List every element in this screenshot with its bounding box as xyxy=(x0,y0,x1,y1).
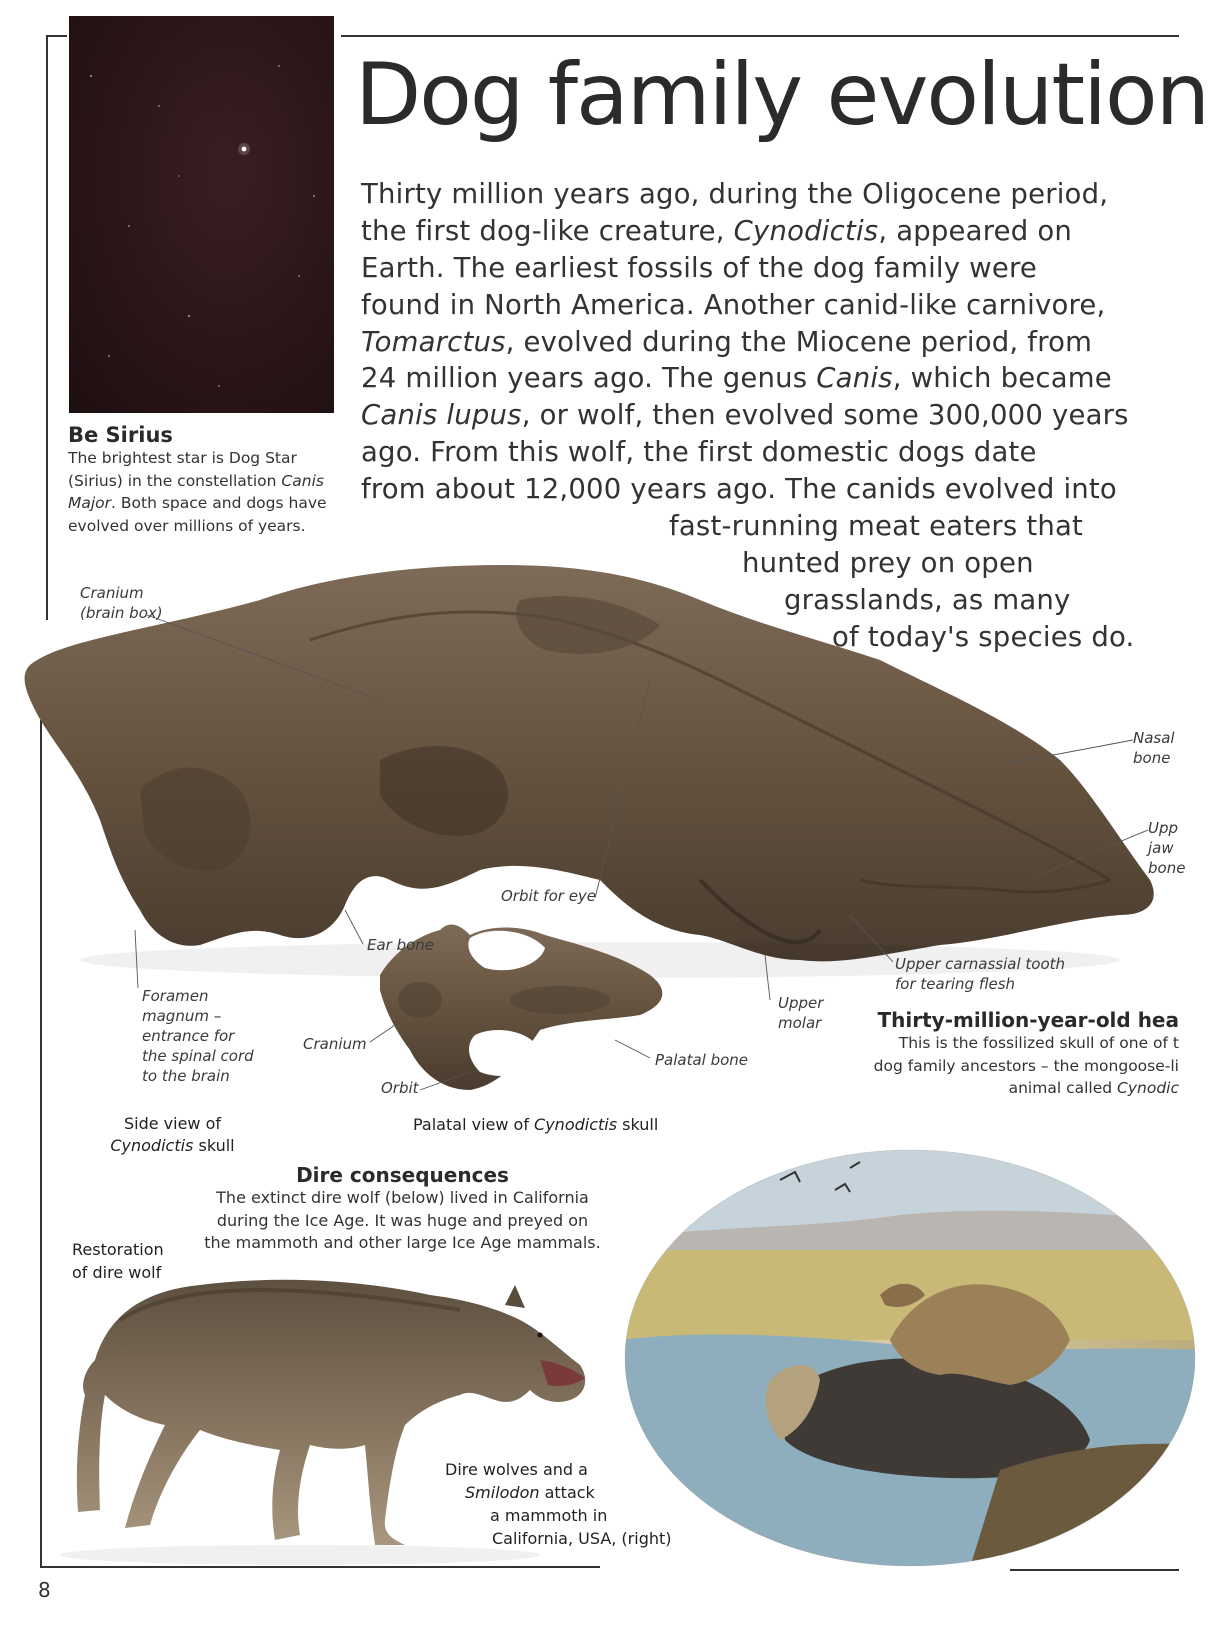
text-segment: Palatal view of xyxy=(413,1115,535,1134)
text-segment: attack xyxy=(539,1483,595,1502)
text-segment: hunted prey on open xyxy=(742,547,1034,579)
text-segment: evolved over millions of years. xyxy=(68,516,306,535)
text-segment: Thirty million years ago, during the Oligocene period, xyxy=(361,178,1109,210)
text-segment: from about 12,000 years ago. The canids evolved into xyxy=(361,473,1117,505)
attack-caption xyxy=(445,1458,672,1550)
text-segment: Side view of xyxy=(123,1114,222,1133)
text-segment: , or wolf, then evolved some 300,000 years xyxy=(521,399,1129,431)
caption-line: of dire wolf xyxy=(72,1263,162,1282)
label-palatal-bone: Palatal bone xyxy=(655,1051,749,1069)
text-segment: the first dog-like creature, xyxy=(361,215,734,247)
label-nasal-bone xyxy=(1133,728,1175,768)
label-line: Upper xyxy=(778,994,824,1012)
caption-line xyxy=(445,1527,672,1550)
text-segment: , which became xyxy=(892,362,1112,394)
text-segment: , appeared on xyxy=(878,215,1073,247)
label-line: molar xyxy=(778,1014,822,1032)
italic-text: Canis xyxy=(281,471,324,490)
side-view-caption xyxy=(100,1113,245,1157)
label-line: jaw xyxy=(1148,839,1174,857)
cynodictis-skull-side-view xyxy=(25,565,1154,978)
be-sirius-heading: Be Sirius xyxy=(68,423,173,447)
label-line: the spinal cord xyxy=(142,1047,254,1065)
caption-line xyxy=(445,1458,672,1481)
text-segment: The brightest star is Dog Star xyxy=(68,449,297,467)
thirty-million-line xyxy=(874,1055,1179,1078)
text-segment: of today's species do. xyxy=(832,621,1135,653)
dire-consequences-caption xyxy=(190,1163,615,1255)
label-foramen-magnum xyxy=(142,986,254,1086)
italic-text: Cynodictis xyxy=(534,1115,618,1134)
palatal-view-caption xyxy=(413,1114,658,1136)
thirty-million-line xyxy=(874,1032,1179,1055)
text-segment: ago. From this wolf, the first domestic dogs date xyxy=(361,436,1037,468)
text-segment: dog family ancestors – the mongoose-li xyxy=(873,1056,1179,1075)
label-line: bone xyxy=(1148,859,1186,877)
italic-text: Smilodon xyxy=(465,1483,540,1502)
label-cranium: Cranium xyxy=(303,1035,367,1053)
italic-text: Cynodictis xyxy=(733,215,879,247)
thirty-million-caption xyxy=(874,1008,1179,1100)
label-line: Foramen xyxy=(142,987,209,1005)
page-title: Dog family evolution xyxy=(355,45,1208,145)
text-segment: skull xyxy=(617,1115,659,1134)
text-segment: . Both space and dogs have xyxy=(111,494,327,512)
dire-line: the mammoth and other large Ice Age mammals. xyxy=(204,1233,601,1252)
label-line: bone xyxy=(1133,749,1171,767)
italic-text: Cynodic xyxy=(1117,1079,1179,1097)
text-segment: Dire wolves and a xyxy=(445,1460,588,1479)
thirty-million-heading: Thirty-million-year-old hea xyxy=(877,1008,1179,1032)
text-segment: grasslands, as many xyxy=(784,584,1071,616)
label-line: Upper carnassial tooth xyxy=(895,955,1066,973)
text-segment: , evolved during the Miocene period, from xyxy=(505,326,1093,358)
text-segment: Earth. The earliest fossils of the dog family were xyxy=(361,252,1038,284)
caption-line xyxy=(100,1113,245,1135)
label-orbit-for-eye: Orbit for eye xyxy=(501,887,597,905)
text-segment: This is the fossilized skull of one of t xyxy=(898,1034,1179,1052)
caption-line xyxy=(445,1481,672,1504)
label-cranium-brain-box xyxy=(80,583,163,623)
italic-text: Canis lupus xyxy=(361,399,522,431)
label-upper-carnassial xyxy=(895,954,1065,994)
text-segment: fast-running meat eaters that xyxy=(669,510,1084,542)
label-line: (brain box) xyxy=(80,604,163,622)
label-line: Upp xyxy=(1148,819,1179,837)
label-line: entrance for xyxy=(142,1027,235,1045)
italic-text: Tomarctus xyxy=(361,326,506,358)
label-ear-bone: Ear bone xyxy=(367,936,435,954)
text-segment: California, USA, (right) xyxy=(492,1529,672,1548)
label-line: Nasal xyxy=(1133,729,1175,747)
text-segment: a mammoth in xyxy=(490,1506,608,1525)
text-segment: found in North America. Another canid-like carnivore, xyxy=(361,289,1106,321)
label-line: magnum – xyxy=(142,1007,222,1025)
dire-line: during the Ice Age. It was huge and preyed on xyxy=(216,1210,589,1230)
italic-text: Canis xyxy=(816,362,893,394)
page-number: 8 xyxy=(38,1578,51,1602)
restoration-caption xyxy=(72,1238,164,1284)
smilodon-mammoth-scene xyxy=(620,1150,1200,1600)
label-line: Cranium xyxy=(80,584,144,602)
dire-heading: Dire consequences xyxy=(296,1163,509,1187)
label-orbit: Orbit xyxy=(381,1079,419,1097)
label-line: to the brain xyxy=(142,1067,230,1085)
caption-line: Restoration xyxy=(72,1240,164,1259)
text-segment: 24 million years ago. The genus xyxy=(361,362,817,394)
dire-line: The extinct dire wolf (below) lived in California xyxy=(216,1188,589,1207)
italic-text: Cynodictis xyxy=(110,1136,194,1155)
caption-line xyxy=(100,1135,245,1157)
text-segment: animal called xyxy=(1008,1079,1118,1097)
caption-line xyxy=(445,1504,672,1527)
text-segment: skull xyxy=(193,1136,235,1155)
label-upper-molar xyxy=(778,993,823,1033)
label-line: for tearing flesh xyxy=(895,975,1016,993)
thirty-million-line xyxy=(874,1077,1179,1100)
label-upper-jaw-bone xyxy=(1148,818,1185,878)
italic-text: Major xyxy=(68,494,112,512)
text-segment: (Sirius) in the constellation xyxy=(68,471,282,490)
